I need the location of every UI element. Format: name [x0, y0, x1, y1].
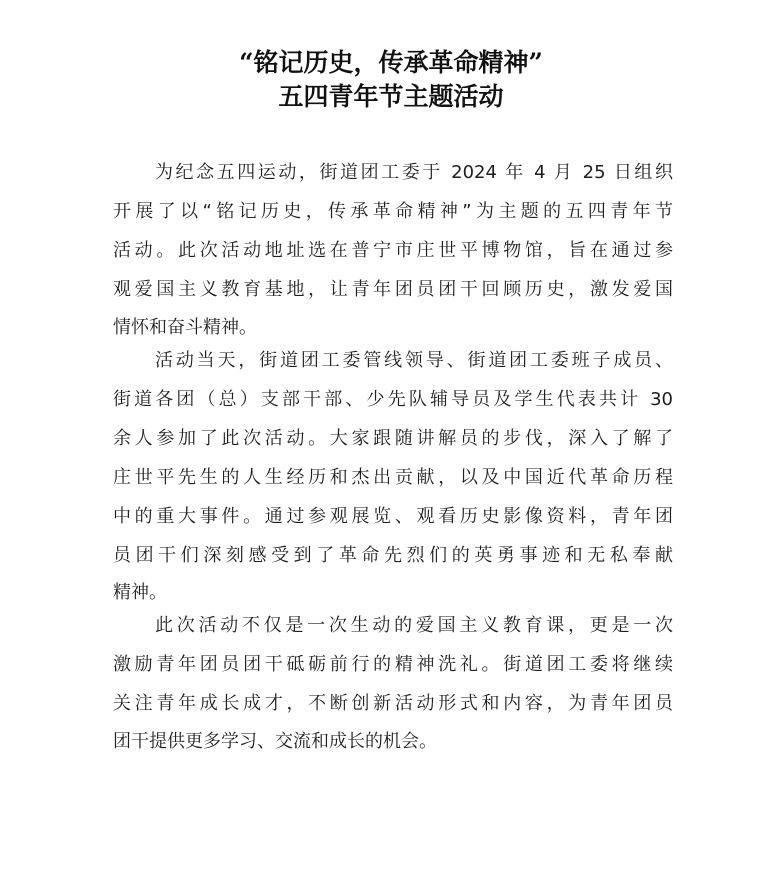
- document-title-line-2: 五四青年节主题活动: [278, 82, 504, 111]
- paragraph-2-line-1: 活动当天，街道团工委管线领导、街道团工委班子成员、: [155, 350, 673, 371]
- paragraph-1-line-3: 活动。此次活动地址选在普宁市庄世平博物馆，旨在通过参: [113, 240, 673, 261]
- paragraph-2-line-7: 精神。: [113, 582, 167, 603]
- paragraph-2-line-6: 员团干们深刻感受到了革命先烈们的英勇事迹和无私奉献: [113, 545, 673, 566]
- paragraph-1-line-2: 开展了以“铭记历史，传承革命精神”为主题的五四青年节: [113, 201, 673, 222]
- paragraph-2-line-5: 中的重大事件。通过参观展览、观看历史影像资料，青年团: [113, 506, 673, 527]
- paragraph-3-line-1: 此次活动不仅是一次生动的爱国主义教育课，更是一次: [155, 615, 673, 636]
- document-title-line-1: “铭记历史，传承革命精神”: [239, 48, 543, 77]
- paragraph-2-line-2: 街道各团（总）支部干部、少先队辅导员及学生代表共计 30: [113, 389, 673, 410]
- paragraph-2-line-3: 余人参加了此次活动。大家跟随讲解员的步伐，深入了解了: [113, 428, 673, 449]
- paragraph-1-line-5: 情怀和奋斗精神。: [113, 317, 257, 338]
- paragraph-1-line-4: 观爱国主义教育基地，让青年团员团干回顾历史，激发爱国: [113, 279, 673, 300]
- paragraph-1-line-1: 为纪念五四运动，街道团工委于 2024 年 4 月 25 日组织: [155, 162, 673, 183]
- paragraph-3-line-2: 激励青年团员团干砥砺前行的精神洗礼。街道团工委将继续: [113, 654, 673, 675]
- paragraph-3-line-4: 团干提供更多学习、交流和成长的机会。: [113, 731, 437, 752]
- paragraph-3-line-3: 关注青年成长成才，不断创新活动形式和内容，为青年团员: [113, 693, 673, 714]
- paragraph-2-line-4: 庄世平先生的人生经历和杰出贡献，以及中国近代革命历程: [113, 467, 673, 488]
